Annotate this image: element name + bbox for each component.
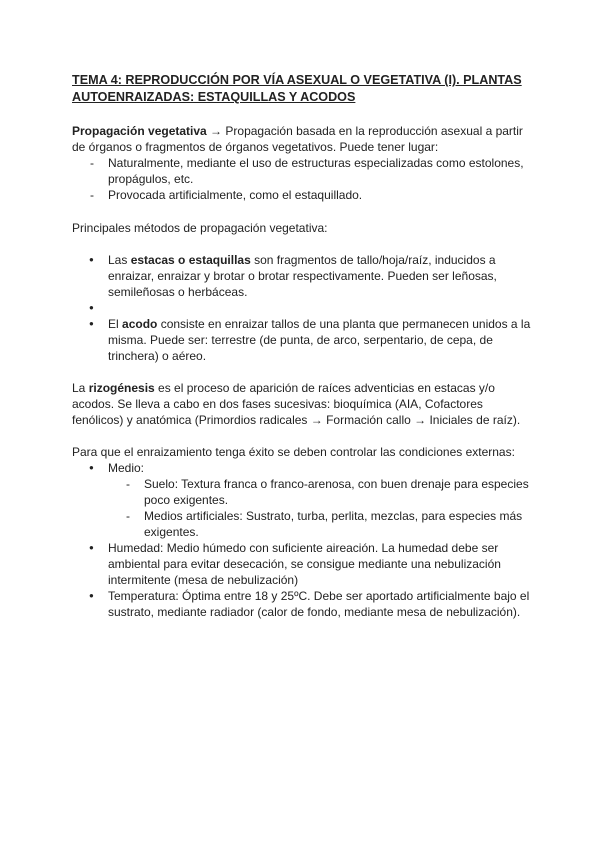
text-span: La xyxy=(72,381,89,395)
list-item-temperatura: ● Temperatura: Óptima entre 18 y 25ºC. Debe ser aportado artificialmente bajo el sustrato, mediante radiador (calor de fondo, mediante mesa de nebulización). xyxy=(72,588,532,620)
text-span: El xyxy=(108,317,123,331)
estacas-term: estacas o estaquillas xyxy=(130,253,251,267)
list-item-acodo xyxy=(72,316,532,364)
page-title: TEMA 4: REPRODUCCIÓN POR VÍA ASEXUAL O VEGETATIVA (I). PLANTAS AUTOENRAIZADAS: ESTAQUILLAS Y ACODOS xyxy=(72,73,522,104)
text-span: son fragmentos de tallo/hoja/raíz, inducidos a enraizar, enraizar y brotar o brotar respectivamente. Pueden ser leñosas, semileñosas o herbáceas. xyxy=(108,253,497,299)
list-item: - Medios artificiales: Sustrato, turba, perlita, mezclas, para especies más exigentes. xyxy=(72,508,532,540)
list-item: - Suelo: Textura franca o franco-arenosa, con buen drenaje para especies poco exigentes. xyxy=(72,476,532,508)
propagacion-text: Propagación basada en la reproducción asexual a partir de órganos o fragmentos de órganos vegetativos. Puede tener lugar: xyxy=(72,124,523,154)
condiciones-intro: Para que el enraizamiento tenga éxito se deben controlar las condiciones externas: xyxy=(72,445,515,459)
text-span: Medio: xyxy=(108,461,145,475)
metodos-list xyxy=(72,252,532,316)
condiciones-list-2 xyxy=(72,540,532,620)
list-item-humedad: ● Humedad: Medio húmedo con suficiente aireación. La humedad debe ser ambiental para evitar desecación, se consigue mediante una nebulización intermitente (mesa de nebulización) xyxy=(72,540,532,588)
propagacion-term: Propagación vegetativa xyxy=(72,124,207,138)
rizogenesis-paragraph xyxy=(72,380,532,428)
text-span: es el proceso de aparición de raíces adventicias en estacas y/o acodos. Se lleva a cabo en dos fases sucesivas: bioquímica (AIA, Cofactores fenólicos) y anatómica (Primordios radicales → Formación callo → Iniciales de raíz). xyxy=(72,381,521,427)
propagacion-section xyxy=(72,123,532,203)
list-item-medio xyxy=(72,460,532,476)
spacer xyxy=(72,300,532,316)
metodos-intro: Principales métodos de propagación vegetativa: xyxy=(72,221,328,235)
medio-sublist xyxy=(72,476,532,540)
list-item-estacas xyxy=(72,252,532,300)
rizogenesis-term: rizogénesis xyxy=(88,381,155,395)
acodo-term: acodo xyxy=(122,317,158,331)
list-item: - Provocada artificialmente, como el estaquillado. xyxy=(72,187,532,203)
text-span: consiste en enraizar tallos de una planta que permanecen unidos a la misma. Puede ser: terrestre (de punta, de arco, serpentario, de cepa, de trinchera) o aéreo. xyxy=(108,317,531,363)
condiciones-list xyxy=(72,460,532,476)
list-item: - Naturalmente, mediante el uso de estructuras especializadas como estolones, propágulos, etc. xyxy=(72,155,532,187)
condiciones-section xyxy=(72,444,532,620)
arrow-glyph: → xyxy=(206,124,226,138)
metodos-list-2 xyxy=(72,316,532,364)
text-span: Las xyxy=(108,253,131,267)
propagacion-paragraph xyxy=(72,123,532,155)
propagacion-list xyxy=(72,155,532,203)
